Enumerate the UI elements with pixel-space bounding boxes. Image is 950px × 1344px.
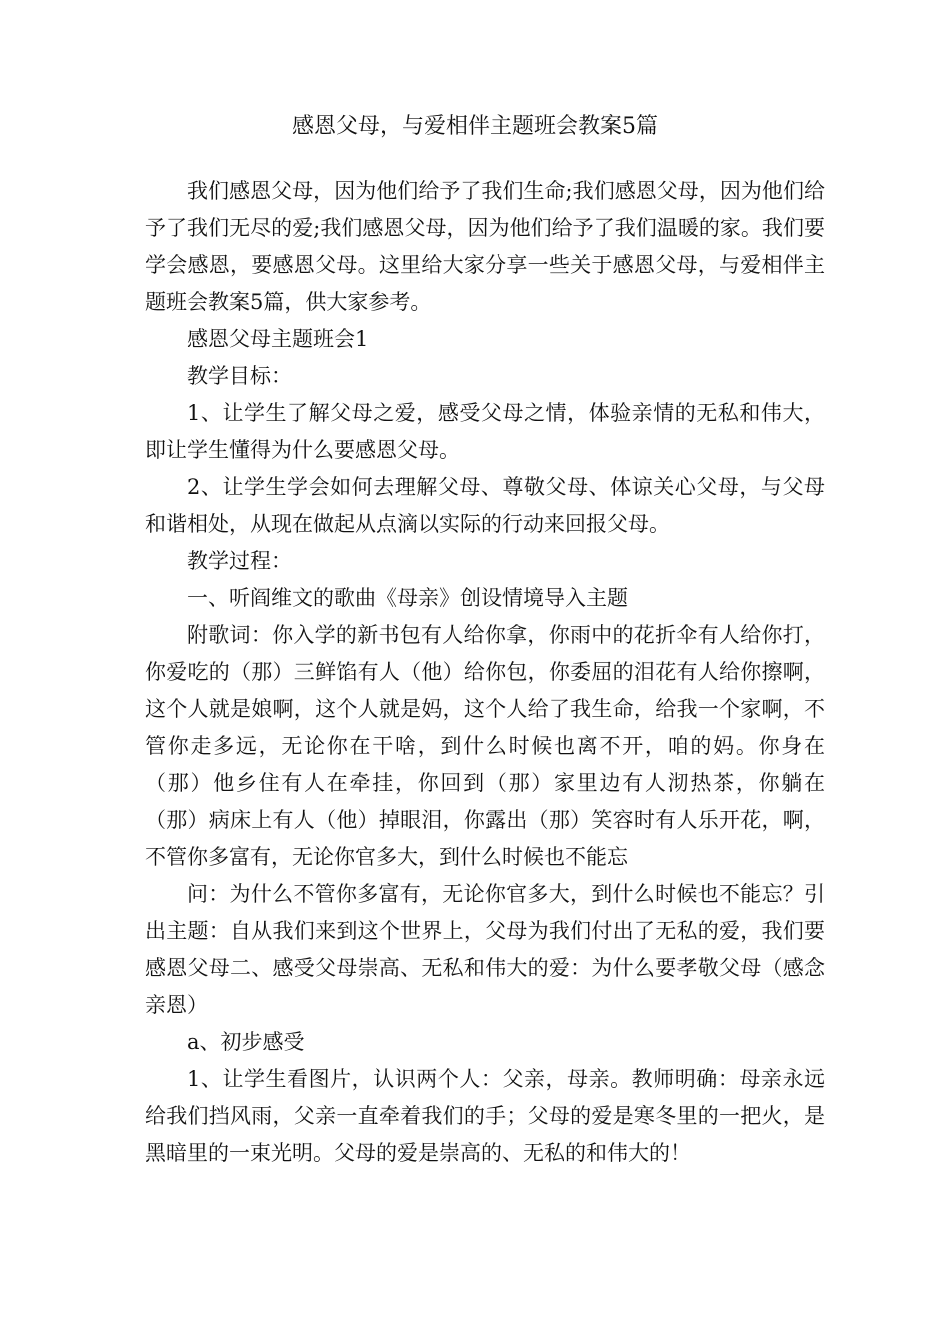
document-body [145, 173, 825, 1172]
paragraph-activity-1: 1、让学生看图片，认识两个人：父亲，母亲。教师明确：母亲永远给我们挡风雨，父亲一直牵着我们的手；父母的爱是寒冬里的一把火，是黑暗里的一束光明。父母的爱是崇高的、无私的和伟大的！ [145, 1067, 825, 1165]
paragraph-teaching-process-heading: 教学过程： [187, 549, 292, 573]
paragraph-subheading-a: a、初步感受 [187, 1030, 305, 1054]
document-title: 感恩父母，与爱相伴主题班会教案5篇 [292, 114, 658, 139]
paragraph-lyrics: 附歌词：你入学的新书包有人给你拿，你雨中的花折伞有人给你打，你爱吃的（那）三鲜馅有人（他）给你包，你委屈的泪花有人给你擦啊，这个人就是娘啊，这个人就是妈，这个人给了我生命，给我一个家啊，不管你走多远，无论你在干啥，到什么时候也离不开，咱的妈。你身在（那）他乡住有人在牵挂，你回到（那）家里边有人沏热茶，你躺在（那）病床上有人（他）掉眼泪，你露出（那）笑容时有人乐开花，啊，不管你多富有，无论你官多大，到什么时候也不能忘 [145, 623, 825, 869]
paragraph-intro: 我们感恩父母，因为他们给予了我们生命;我们感恩父母，因为他们给予了我们无尽的爱;我们感恩父母，因为他们给予了我们温暖的家。我们要学会感恩，要感恩父母。这里给大家分享一些关于感恩父母，与爱相伴主题班会教案5篇，供大家参考。 [145, 179, 825, 314]
paragraph-goal-2: 2、让学生学会如何去理解父母、尊敬父母、体谅关心父母，与父母和谐相处，从现在做起从点滴以实际的行动来回报父母。 [145, 475, 825, 536]
paragraph-step-1: 一、听阎维文的歌曲《母亲》创设情境导入主题 [187, 586, 628, 610]
paragraph-teaching-goals-heading: 教学目标： [187, 364, 292, 388]
paragraph-section-heading: 感恩父母主题班会1 [187, 327, 369, 351]
paragraph-question: 问：为什么不管你多富有，无论你官多大，到什么时候也不能忘？引出主题：自从我们来到这个世界上，父母为我们付出了无私的爱，我们要感恩父母二、感受父母崇高、无私和伟大的爱：为什么要孝敬父母（感念亲恩） [145, 882, 825, 1017]
paragraph-goal-1: 1、让学生了解父母之爱，感受父母之情，体验亲情的无私和伟大，即让学生懂得为什么要感恩父母。 [145, 401, 825, 462]
